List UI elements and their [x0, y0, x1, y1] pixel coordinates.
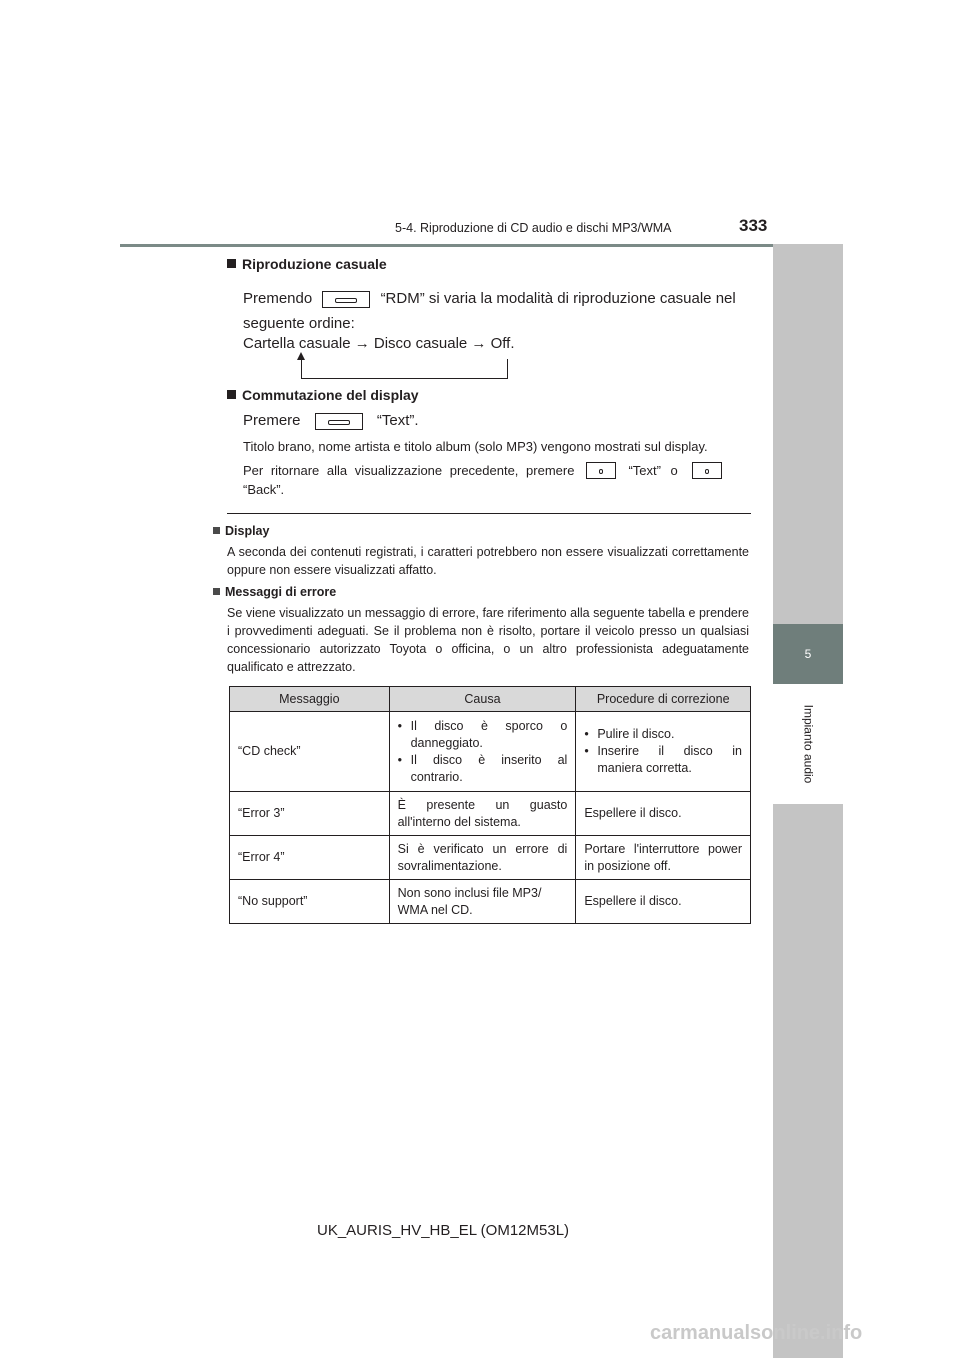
column-header: Messaggio — [230, 687, 390, 712]
table-header-row — [230, 687, 751, 712]
table-row — [230, 880, 751, 924]
square-bullet-icon — [227, 390, 236, 399]
chapter-number-label: 5 — [804, 647, 812, 661]
fix-cell: Portare l'interruttore power in posizione off. — [576, 836, 751, 880]
error-messages-table — [229, 686, 751, 924]
display-heading — [227, 387, 419, 403]
random-text-a: Premendo — [243, 290, 313, 307]
random-line1 — [243, 288, 748, 310]
fix-cell: Espellere il disco. — [576, 792, 751, 836]
table-row — [230, 712, 751, 792]
random-text-b: “RDM” si varia la modalità di riproduzione casuale nel — [380, 290, 736, 307]
display-text-b: “Text”. — [376, 412, 419, 429]
note-heading-text: Display — [225, 524, 270, 538]
random-line2: seguente ordine: — [243, 315, 355, 332]
text-button-icon — [586, 462, 616, 479]
side-tab-bar — [773, 244, 843, 624]
chapter-title — [773, 684, 843, 804]
message-cell: “Error 3” — [230, 792, 390, 836]
loop-line — [301, 359, 302, 379]
section-divider — [227, 513, 751, 514]
message-cell: “Error 4” — [230, 836, 390, 880]
rdm-button-icon — [322, 291, 370, 308]
table-row — [230, 836, 751, 880]
display-note2-a: Per ritornare alla visualizzazione precedente, premere — [243, 463, 575, 478]
list-item: • Il disco è sporco o danneggiato. — [398, 718, 568, 752]
page-number: 333 — [739, 216, 768, 235]
chapter-number — [773, 624, 843, 684]
cause-cell: È presente un guasto all'interno del sistema. — [389, 792, 576, 836]
note-errors-heading — [213, 585, 336, 599]
section-title: 5-4. Riproduzione di CD audio e dischi MP3/WMA — [395, 221, 672, 235]
display-heading-text: Commutazione del display — [242, 387, 419, 403]
display-text-a: Premere — [243, 412, 301, 429]
square-bullet-icon — [227, 259, 236, 268]
fix-cell — [576, 712, 751, 792]
message-cell: “CD check” — [230, 712, 390, 792]
note-display-text: A seconda dei contenuti registrati, i caratteri potrebbero non essere visualizzati correttamente oppure non essere visualizzati affatto. — [227, 545, 749, 577]
display-line1 — [243, 410, 419, 432]
note-errors-text: Se viene visualizzato un messaggio di errore, fare riferimento alla seguente tabella e prendere i provvedimenti adeguati. Se il problema non è risolto, portare il veicolo presso un qualsiasi concessionario autorizzato Toyota o officina, o un altro professionista adeguatamente qualificato e attrezzato. — [227, 606, 749, 674]
fix-cell: Espellere il disco. — [576, 880, 751, 924]
display-note2-b: “Text” o — [628, 463, 678, 478]
document-code: UK_AURIS_HV_HB_EL (OM12M53L) — [317, 1222, 570, 1239]
list-item: • Inserire il disco in maniera corretta. — [584, 743, 742, 777]
random-heading-text: Riproduzione casuale — [242, 256, 387, 272]
display-note2 — [243, 461, 748, 480]
back-button-icon — [692, 462, 722, 479]
random-line3: Cartella casuale → Disco casuale → Off. — [243, 335, 515, 352]
square-bullet-icon — [213, 588, 220, 595]
header-rule — [120, 244, 842, 247]
note-display-heading — [213, 524, 269, 538]
text-button-icon — [315, 413, 363, 430]
message-cell: “No support” — [230, 880, 390, 924]
cause-cell — [389, 712, 576, 792]
side-tab-bar-lower — [773, 804, 843, 1358]
list-item: • Il disco è inserito al contrario. — [398, 752, 568, 786]
chapter-title-label: Impianto audio — [801, 704, 816, 784]
random-heading — [227, 256, 387, 272]
display-note1: Titolo brano, nome artista e titolo album (solo MP3) vengono mostrati sul display. — [243, 439, 708, 454]
column-header: Causa — [389, 687, 576, 712]
square-bullet-icon — [213, 527, 220, 534]
loop-line — [507, 359, 508, 379]
loop-line — [301, 378, 508, 379]
list-item: • Pulire il disco. — [584, 726, 742, 743]
display-note2-c: “Back”. — [243, 482, 285, 497]
column-header: Procedure di correzione — [576, 687, 751, 712]
cause-cell: Si è verificato un errore di sovralimentazione. — [389, 836, 576, 880]
table-row — [230, 792, 751, 836]
note-heading-text: Messaggi di errore — [225, 585, 337, 599]
watermark: carmanualsonline.info — [650, 1322, 863, 1344]
cause-cell: Non sono inclusi file MP3/ WMA nel CD. — [389, 880, 576, 924]
